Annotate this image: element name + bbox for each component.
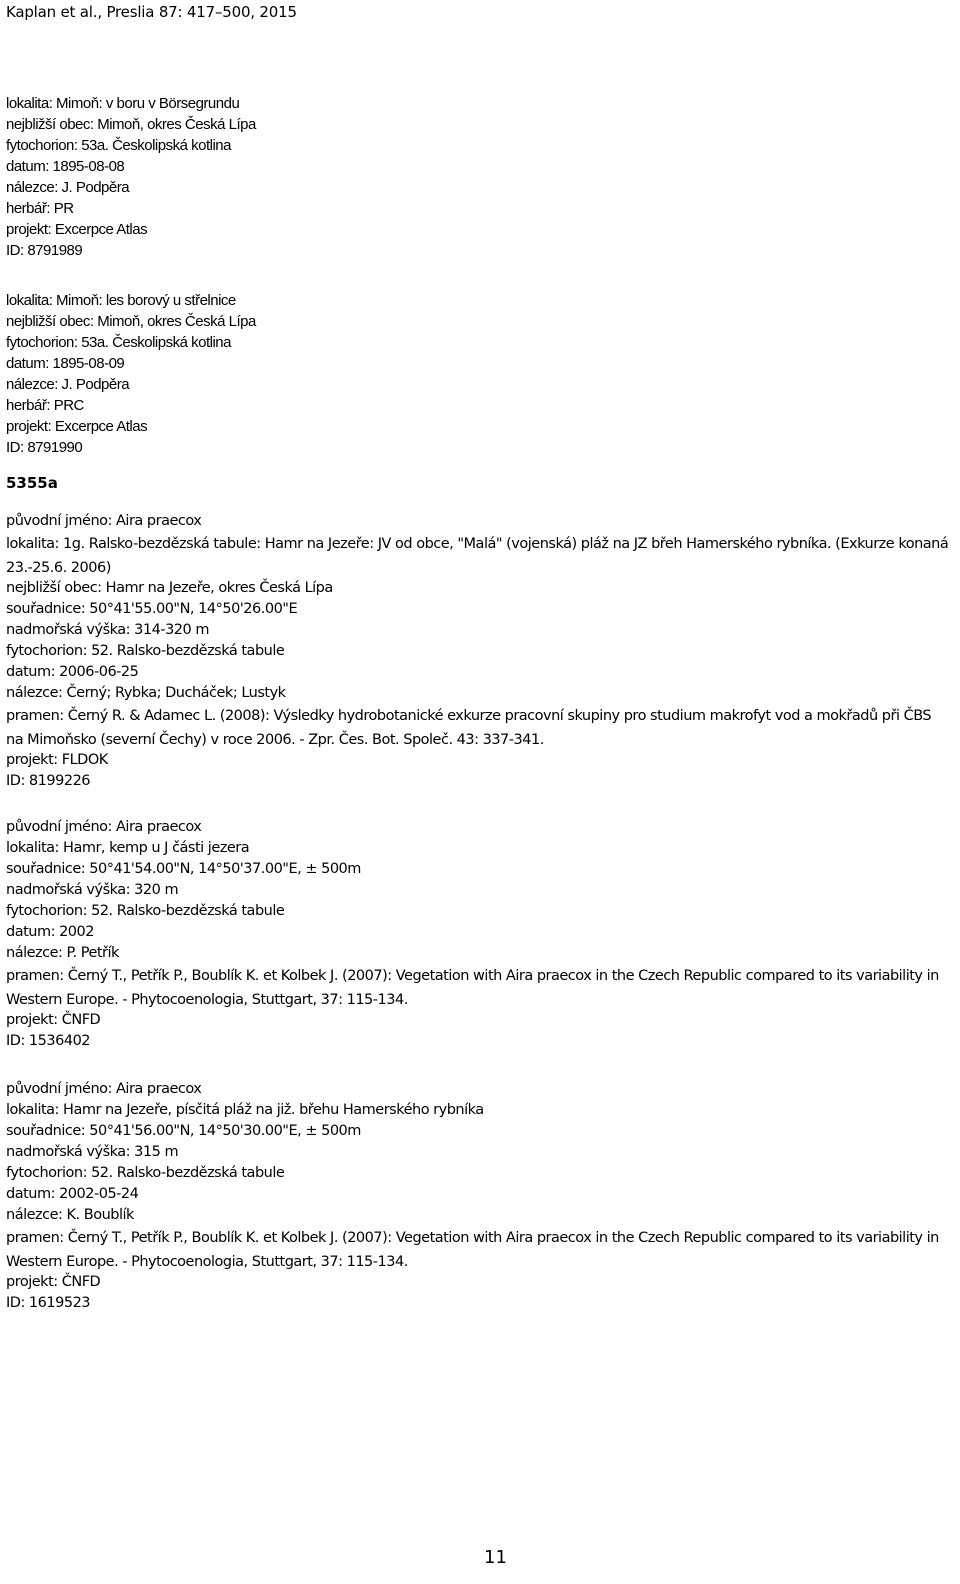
record-line: původní jméno: Aira praecox	[6, 819, 202, 835]
record-line: datum: 1895-08-09	[6, 355, 125, 372]
record-line: ID: 8791990	[6, 439, 83, 456]
record-line: pramen: Černý T., Petřík P., Boublík K. et Kolbek J. (2007): Vegetation with Aira praecox in the Czech Republic compared to its variability in Western Europe. - Phytocoenologia, Stuttgart, 37: 115-134.	[6, 968, 939, 1008]
record-line: nadmořská výška: 320 m	[6, 882, 179, 898]
record-line: lokalita: 1g. Ralsko-bezdězská tabule: Hamr na Jezeře: JV od obce, "Malá" (vojenská) pláž na JZ břeh Hamerského rybníka. (Exkurze konaná 23.-25.6. 2006)	[6, 536, 949, 576]
record-line: lokalita: Hamr na Jezeře, písčitá pláž na již. břehu Hamerského rybníka	[6, 1102, 484, 1118]
record-3	[6, 511, 952, 792]
record-line: pramen: Černý R. & Adamec L. (2008): Výsledky hydrobotanické exkurze pracovní skupiny pro studium makrofyt vod a mokřadů při ČBS na Mimoňsko (severní Čechy) v roce 2006. - Zpr. Čes. Bot. Společ. 43: 337-341.	[6, 708, 932, 748]
record-line: fytochorion: 52. Ralsko-bezdězská tabule	[6, 903, 285, 919]
record-line: fytochorion: 53a. Českolipská kotlina	[6, 334, 231, 351]
record-4	[6, 817, 952, 1052]
record-line: projekt: Excerpce Atlas	[6, 418, 148, 435]
record-line: původní jméno: Aira praecox	[6, 1081, 202, 1097]
record-line: projekt: Excerpce Atlas	[6, 221, 148, 238]
record-line: projekt: ČNFD	[6, 1012, 101, 1028]
record-line: ID: 1619523	[6, 1295, 91, 1311]
record-line: projekt: FLDOK	[6, 752, 108, 768]
record-line: nejbližší obec: Mimoň, okres Česká Lípa	[6, 313, 256, 330]
record-line: nálezce: J. Podpěra	[6, 179, 130, 196]
record-line: souřadnice: 50°41'55.00"N, 14°50'26.00"E	[6, 601, 298, 617]
section-id: 5355a	[6, 474, 58, 492]
running-header: Kaplan et al., Preslia 87: 417–500, 2015	[6, 3, 297, 21]
record-line: lokalita: Mimoň: les borový u střelnice	[6, 292, 236, 309]
record-line: datum: 2002	[6, 924, 94, 940]
record-line: datum: 2006-06-25	[6, 664, 139, 680]
record-line: nálezce: J. Podpěra	[6, 376, 130, 393]
record-line: lokalita: Mimoň: v boru v Börsegrundu	[6, 95, 240, 112]
record-line: původní jméno: Aira praecox	[6, 513, 202, 529]
record-line: nálezce: P. Petřík	[6, 945, 119, 961]
record-line: nálezce: K. Boublík	[6, 1207, 134, 1223]
page-number: 11	[484, 1547, 507, 1568]
record-line: projekt: ČNFD	[6, 1274, 101, 1290]
record-line: lokalita: Hamr, kemp u J části jezera	[6, 840, 250, 856]
record-line: fytochorion: 52. Ralsko-bezdězská tabule	[6, 643, 285, 659]
record-5	[6, 1079, 952, 1314]
record-1	[6, 93, 952, 261]
record-line: ID: 8199226	[6, 773, 91, 789]
record-line: herbář: PR	[6, 200, 74, 217]
record-line: nálezce: Černý; Rybka; Ducháček; Lustyk	[6, 685, 286, 701]
record-line: fytochorion: 53a. Českolipská kotlina	[6, 137, 231, 154]
record-line: pramen: Černý T., Petřík P., Boublík K. et Kolbek J. (2007): Vegetation with Aira praecox in the Czech Republic compared to its variability in Western Europe. - Phytocoenologia, Stuttgart, 37: 115-134.	[6, 1230, 939, 1270]
record-line: nadmořská výška: 315 m	[6, 1144, 179, 1160]
record-line: souřadnice: 50°41'54.00"N, 14°50'37.00"E, ± 500m	[6, 861, 361, 877]
record-2	[6, 290, 952, 458]
record-line: fytochorion: 52. Ralsko-bezdězská tabule	[6, 1165, 285, 1181]
record-line: nejbližší obec: Hamr na Jezeře, okres Česká Lípa	[6, 580, 333, 596]
record-line: souřadnice: 50°41'56.00"N, 14°50'30.00"E, ± 500m	[6, 1123, 361, 1139]
record-line: ID: 8791989	[6, 242, 83, 259]
record-line: herbář: PRC	[6, 397, 84, 414]
record-line: nejbližší obec: Mimoň, okres Česká Lípa	[6, 116, 256, 133]
record-line: nadmořská výška: 314-320 m	[6, 622, 209, 638]
record-line: ID: 1536402	[6, 1033, 91, 1049]
record-line: datum: 2002-05-24	[6, 1186, 139, 1202]
record-line: datum: 1895-08-08	[6, 158, 125, 175]
